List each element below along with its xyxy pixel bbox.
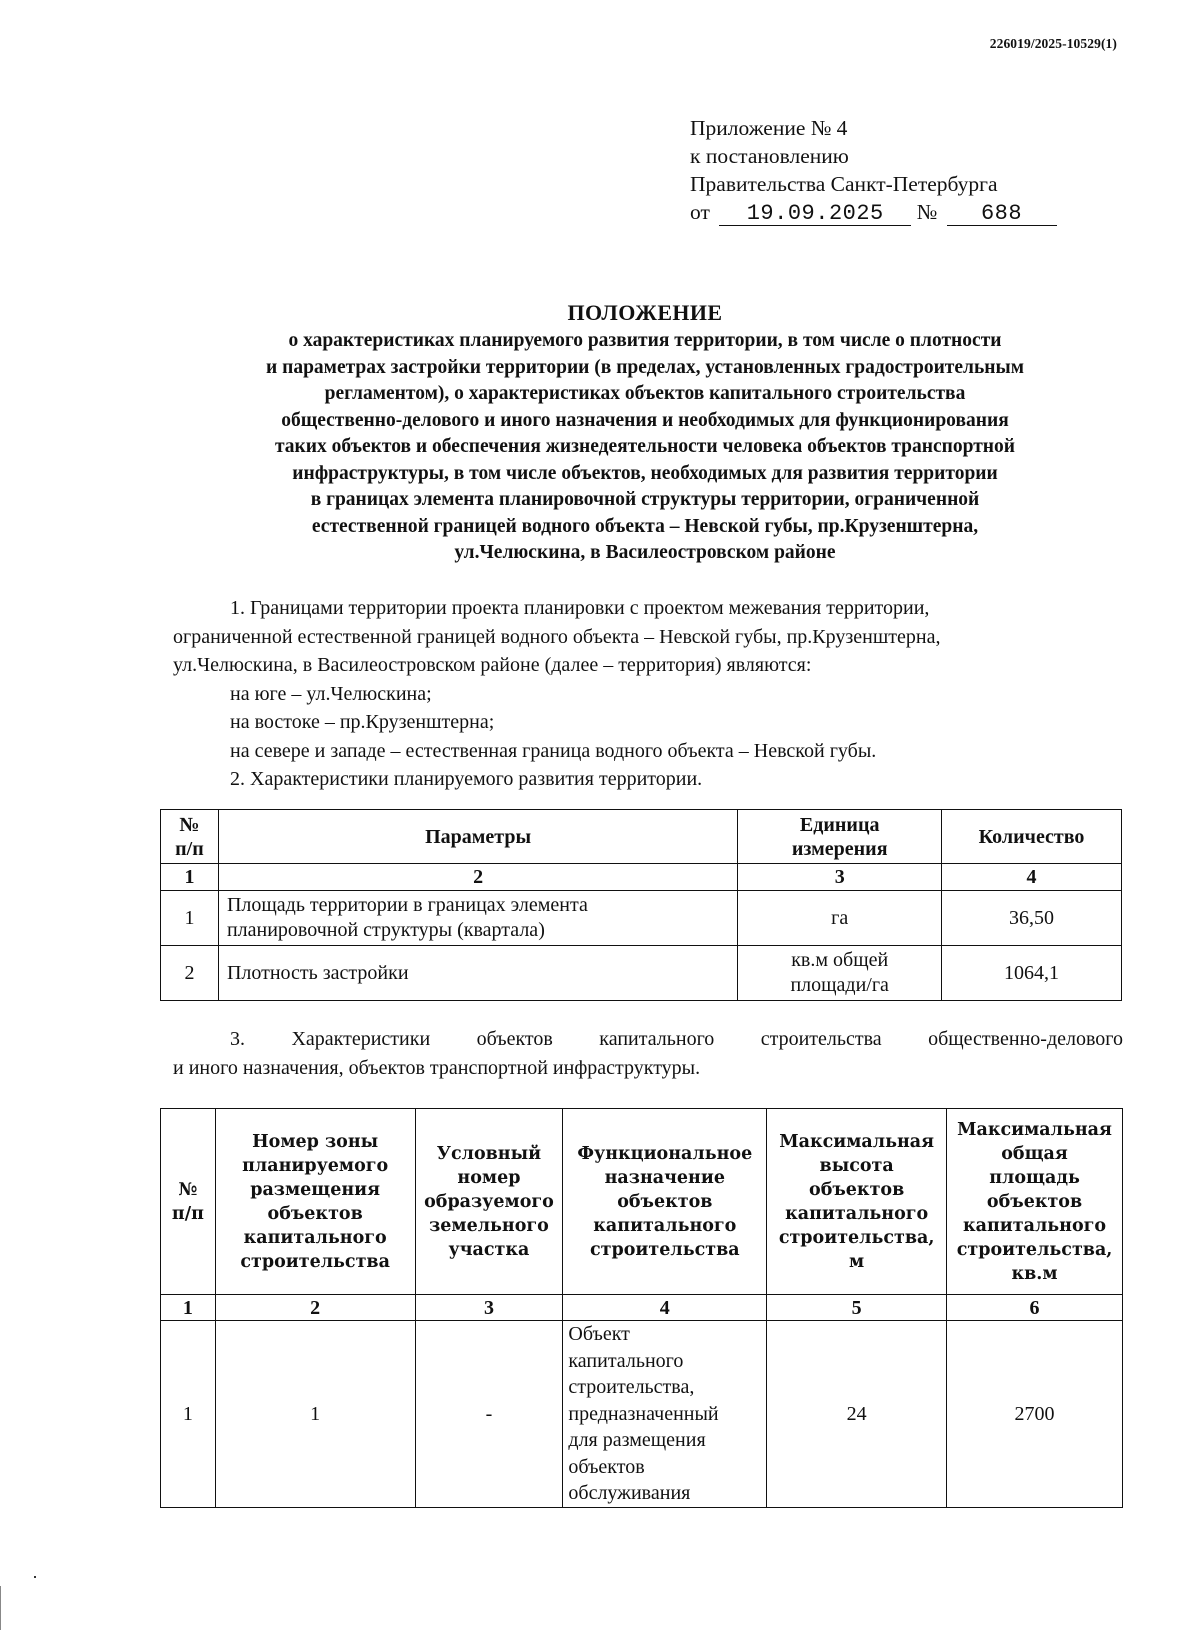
column-number-row xyxy=(161,864,1122,891)
subtitle-line: в границах элемента планировочной структуры территории, ограниченной xyxy=(310,489,980,510)
section-1-line: ограниченной естественной границей водного объекта – Невской губы, пр.Крузенштерна, xyxy=(173,625,941,648)
section-3-line: и иного назначения, объектов транспортной инфраструктуры. xyxy=(173,1056,701,1079)
capital-construction-table xyxy=(160,1108,1123,1508)
column-number: 2 xyxy=(215,1295,415,1321)
subtitle-line: инфраструктуры, в том числе объектов, необходимых для развития территории xyxy=(292,462,998,484)
row-unit: га xyxy=(738,891,942,946)
row-function: Объект капитального строительства, предназначенный для размещения объектов обслуживания xyxy=(563,1321,767,1508)
subtitle-line: регламентом), о характеристиках объектов капитального строительства xyxy=(324,383,966,404)
resolution-number: 688 xyxy=(947,203,1057,226)
header-zone-number: Номер зоны планируемого размещения объектов капитального строительства xyxy=(215,1109,415,1295)
boundary-north-west: на севере и западе – естественная граница водного объекта – Невской губы. xyxy=(230,739,877,762)
section-1-line: 1. Границами территории проекта планировки с проектом межевания территории, xyxy=(230,597,930,619)
header-parameters: Параметры xyxy=(218,810,737,864)
boundary-south: на юге – ул.Челюскина; xyxy=(230,682,432,705)
header-num: № п/п xyxy=(161,810,219,864)
column-number: 4 xyxy=(563,1295,767,1321)
header-max-area: Максимальная общая площадь объектов капитального строительства, кв.м xyxy=(947,1109,1123,1295)
table-header-row xyxy=(161,810,1122,864)
row-num: 1 xyxy=(161,1321,216,1508)
appendix-block xyxy=(690,114,1057,226)
appendix-number: Приложение № 4 xyxy=(690,116,848,140)
document-title xyxy=(150,298,1140,567)
subtitle-line: общественно-делового и иного назначения и необходимых для функционирования xyxy=(281,409,1009,431)
table-row xyxy=(161,1321,1123,1508)
boundary-east: на востоке – пр.Крузенштерна; xyxy=(230,711,495,733)
column-number-row xyxy=(161,1295,1123,1321)
table-header-row xyxy=(161,1109,1123,1295)
row-parameter: Площадь территории в границах элемента планировочной структуры (квартала) xyxy=(218,891,737,946)
subtitle-line: и параметрах застройки территории (в пределах, установленных градостроительным xyxy=(265,356,1025,378)
resolution-date: 19.09.2025 xyxy=(719,203,911,226)
number-label: № xyxy=(916,200,938,224)
column-number: 1 xyxy=(161,864,219,891)
header-plot-number: Условный номер образуемого земельного участка xyxy=(415,1109,563,1295)
row-zone-number: 1 xyxy=(215,1321,415,1508)
row-max-height: 24 xyxy=(767,1321,947,1508)
header-quantity: Количество xyxy=(942,810,1122,864)
table-row xyxy=(161,891,1122,946)
header-num: № п/п xyxy=(161,1109,216,1295)
column-number: 5 xyxy=(767,1295,947,1321)
column-number: 1 xyxy=(161,1295,216,1321)
appendix-date-line xyxy=(690,198,1057,226)
header-max-height: Максимальная высота объектов капитального строительства, м xyxy=(767,1109,947,1295)
header-function: Функциональное назначение объектов капитального строительства xyxy=(563,1109,767,1295)
scan-edge xyxy=(0,1586,1,1630)
section-3-text xyxy=(173,1025,1123,1082)
row-quantity: 1064,1 xyxy=(942,946,1122,1001)
title-heading: ПОЛОЖЕНИЕ xyxy=(567,300,723,325)
territory-development-table xyxy=(160,809,1122,1001)
subtitle-line: таких объектов и обеспечения жизнедеятельности человека объектов транспортной xyxy=(274,436,1016,457)
row-parameter: Плотность застройки xyxy=(218,946,737,1001)
column-number: 6 xyxy=(947,1295,1123,1321)
row-num: 2 xyxy=(161,946,219,1001)
table-row xyxy=(161,946,1122,1001)
row-max-area: 2700 xyxy=(947,1321,1123,1508)
title-subtitle xyxy=(150,328,1140,567)
header-unit: Единица измерения xyxy=(738,810,942,864)
appendix-to-resolution: к постановлению xyxy=(690,144,849,168)
appendix-government: Правительства Санкт-Петербурга xyxy=(690,172,998,196)
subtitle-line: ул.Челюскина, в Василеостровском районе xyxy=(454,542,836,563)
row-quantity: 36,50 xyxy=(942,891,1122,946)
column-number: 2 xyxy=(218,864,737,891)
subtitle-line: о характеристиках планируемого развития территории, в том числе о плотности xyxy=(288,330,1002,351)
section-1-line: ул.Челюскина, в Василеостровском районе (далее – территория) являются: xyxy=(173,654,812,676)
column-number: 3 xyxy=(415,1295,563,1321)
row-num: 1 xyxy=(161,891,219,946)
registration-number: 226019/2025-10529(1) xyxy=(989,36,1117,51)
column-number: 4 xyxy=(942,864,1122,891)
subtitle-line: естественной границей водного объекта – Невской губы, пр.Крузенштерна, xyxy=(311,515,979,537)
section-2-heading: 2. Характеристики планируемого развития территории. xyxy=(230,768,703,790)
row-plot-number: - xyxy=(415,1321,563,1508)
row-unit: кв.м общей площади/га xyxy=(738,946,942,1001)
column-number: 3 xyxy=(738,864,942,891)
section-1-text xyxy=(173,594,1123,794)
from-label: от xyxy=(690,200,710,224)
section-3-line: 3. Характеристики объектов капитального строительства общественно-делового xyxy=(230,1028,1123,1050)
scan-artifact xyxy=(34,1576,36,1578)
